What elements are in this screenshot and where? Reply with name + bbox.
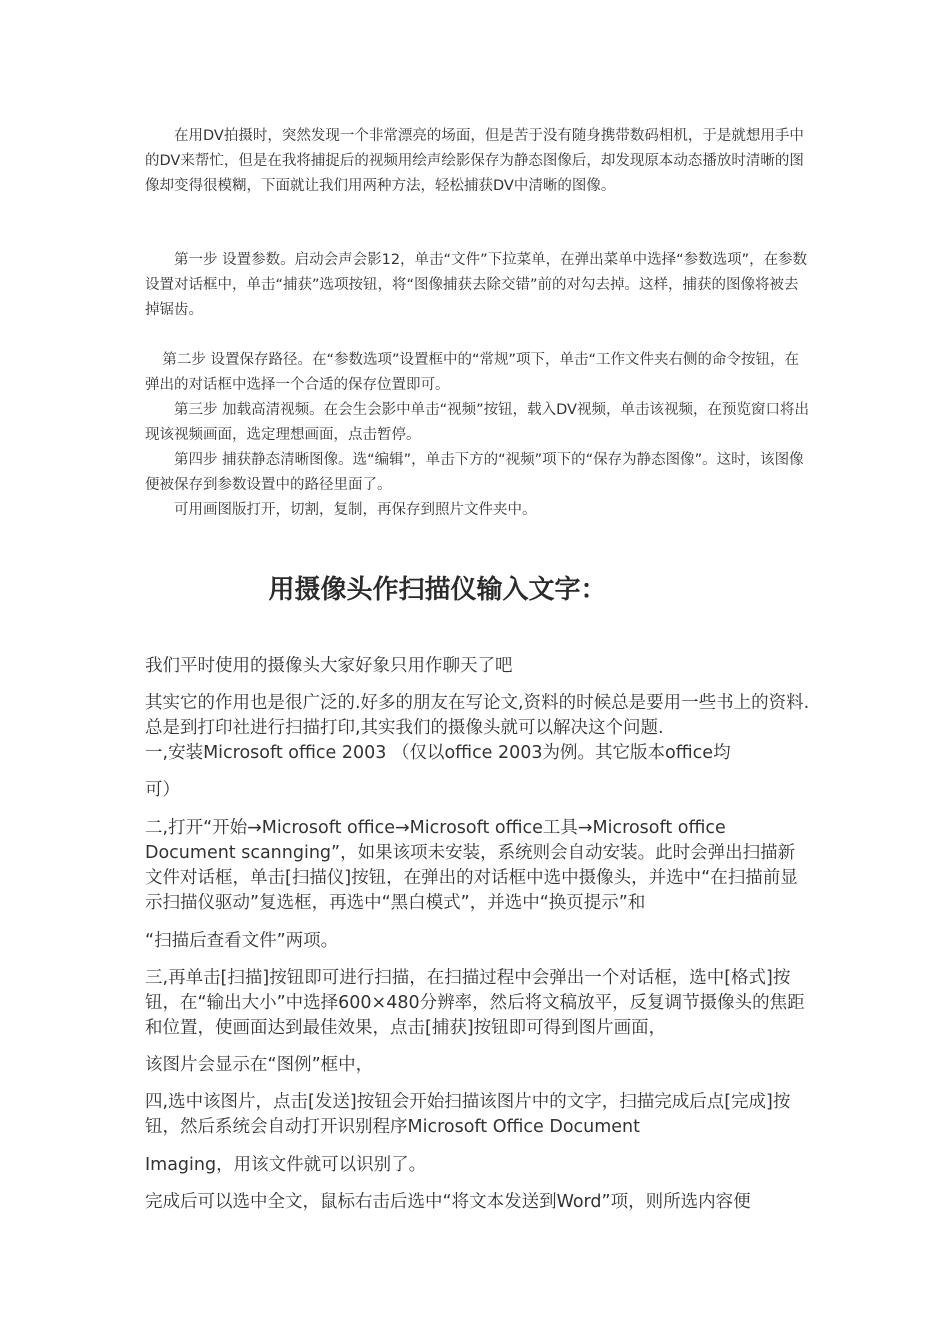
step2-text: 第二步 设置保存路径。在“参数选项”设置框中的“常规”项下，单击“工作文件夹右侧的命令按钮，在弹出的对话框中选择一个合适的保存位置即可。 bbox=[145, 352, 800, 393]
step1-text: 第一步 设置参数。启动会声会影12，单击“文件”下拉菜单，在弹出菜单中选择“参数选项”，在参数设置对话框中，单击“捕获”选项按钮，将“图像捕获去除交错”前的对勾去掉。这样，捕获的图像将被去掉锯齿。 bbox=[145, 252, 808, 318]
p6a-text: 四,选中该图片，点击[发送]按钮会开始扫描该图片中的文字，扫描完成后点[完成]按钮，然后系统会自动打开识别程序Microsoft Office Document bbox=[145, 1092, 791, 1137]
p6-paragraph bbox=[145, 1090, 810, 1140]
p5-paragraph bbox=[145, 966, 810, 1041]
p4b-text: “扫描后查看文件”两项。 bbox=[145, 931, 339, 951]
p4b-paragraph bbox=[145, 929, 810, 954]
p6b-paragraph bbox=[145, 1153, 810, 1178]
step5-text: 可用画图版打开，切割，复制，再保存到照片文件夹中。 bbox=[174, 502, 537, 518]
p1-paragraph bbox=[145, 654, 810, 679]
p4a-text: 二,打开“开始→Microsoft office→Microsoft office工具→Microsoft office Document scannging”，如果该项未安装，系统则会自动安装。此时会弹出扫描新文件对话框，单击[扫描仪]按钮，在弹出的对话框中选中摄像头，并选中“在扫描前显示扫描仪驱动”复选框，再选中“黑白模式”，并选中“换页提示”和 bbox=[145, 818, 798, 913]
p3b-paragraph bbox=[145, 778, 810, 803]
p4-paragraph bbox=[145, 816, 810, 916]
p7-paragraph bbox=[145, 1190, 810, 1215]
p5b-paragraph bbox=[145, 1053, 810, 1078]
p6b-text: Imaging，用该文件就可以识别了。 bbox=[145, 1155, 427, 1175]
intro-paragraph bbox=[145, 124, 810, 199]
steps-section bbox=[145, 348, 810, 523]
p3a-text: 一,安装Microsoft office 2003 （仅以office 2003为例。其它版本office均 bbox=[145, 743, 731, 763]
p3b-text: 可） bbox=[145, 780, 180, 800]
p2-p3-paragraph bbox=[145, 691, 810, 766]
p7-text: 完成后可以选中全文，鼠标右击后选中“将文本发送到Word”项，则所选内容便 bbox=[145, 1192, 751, 1212]
p5a-text: 三,再单击[扫描]按钮即可进行扫描，在扫描过程中会弹出一个对话框，选中[格式]按钮，在“输出大小”中选择600×480分辨率，然后将文稿放平，反复调节摄像头的焦距和位置，使画面达到最佳效果，点击[捕获]按钮即可得到图片画面， bbox=[145, 968, 805, 1038]
step1-paragraph bbox=[145, 248, 810, 323]
step3-text: 第三步 加载高清视频。在会生会影中单击“视频”按钮，载入DV视频，单击该视频，在预览窗口将出现该视频画面，选定理想画面，点击暂停。 bbox=[145, 402, 809, 443]
p2-text: 其实它的作用也是很广泛的.好多的朋友在写论文,资料的时候总是要用一些书上的资料.总是到打印社进行扫描打印,其实我们的摄像头就可以解决这个问题. bbox=[145, 693, 810, 738]
p5b-text: 该图片会显示在“图例”框中， bbox=[145, 1055, 374, 1075]
intro-text: 在用DV拍摄时，突然发现一个非常漂亮的场面，但是苦于没有随身携带数码相机，于是就想用手中的DV来帮忙，但是在我将捕捉后的视频用绘声绘影保存为静态图像后，却发现原本动态播放时清晰的图像却变得很模糊，下面就让我们用两种方法，轻松捕获DV中清晰的图像。 bbox=[145, 128, 804, 194]
section-title: 用摄像头作扫描仪输入文字： bbox=[268, 575, 607, 605]
step4-text: 第四步 捕获静态清晰图像。选“编辑”，单击下方的“视频”项下的“保存为静态图像”。这时，该图像便被保存到参数设置中的路径里面了。 bbox=[145, 452, 804, 493]
p1-text: 我们平时使用的摄像头大家好象只用作聊天了吧 bbox=[145, 656, 513, 676]
